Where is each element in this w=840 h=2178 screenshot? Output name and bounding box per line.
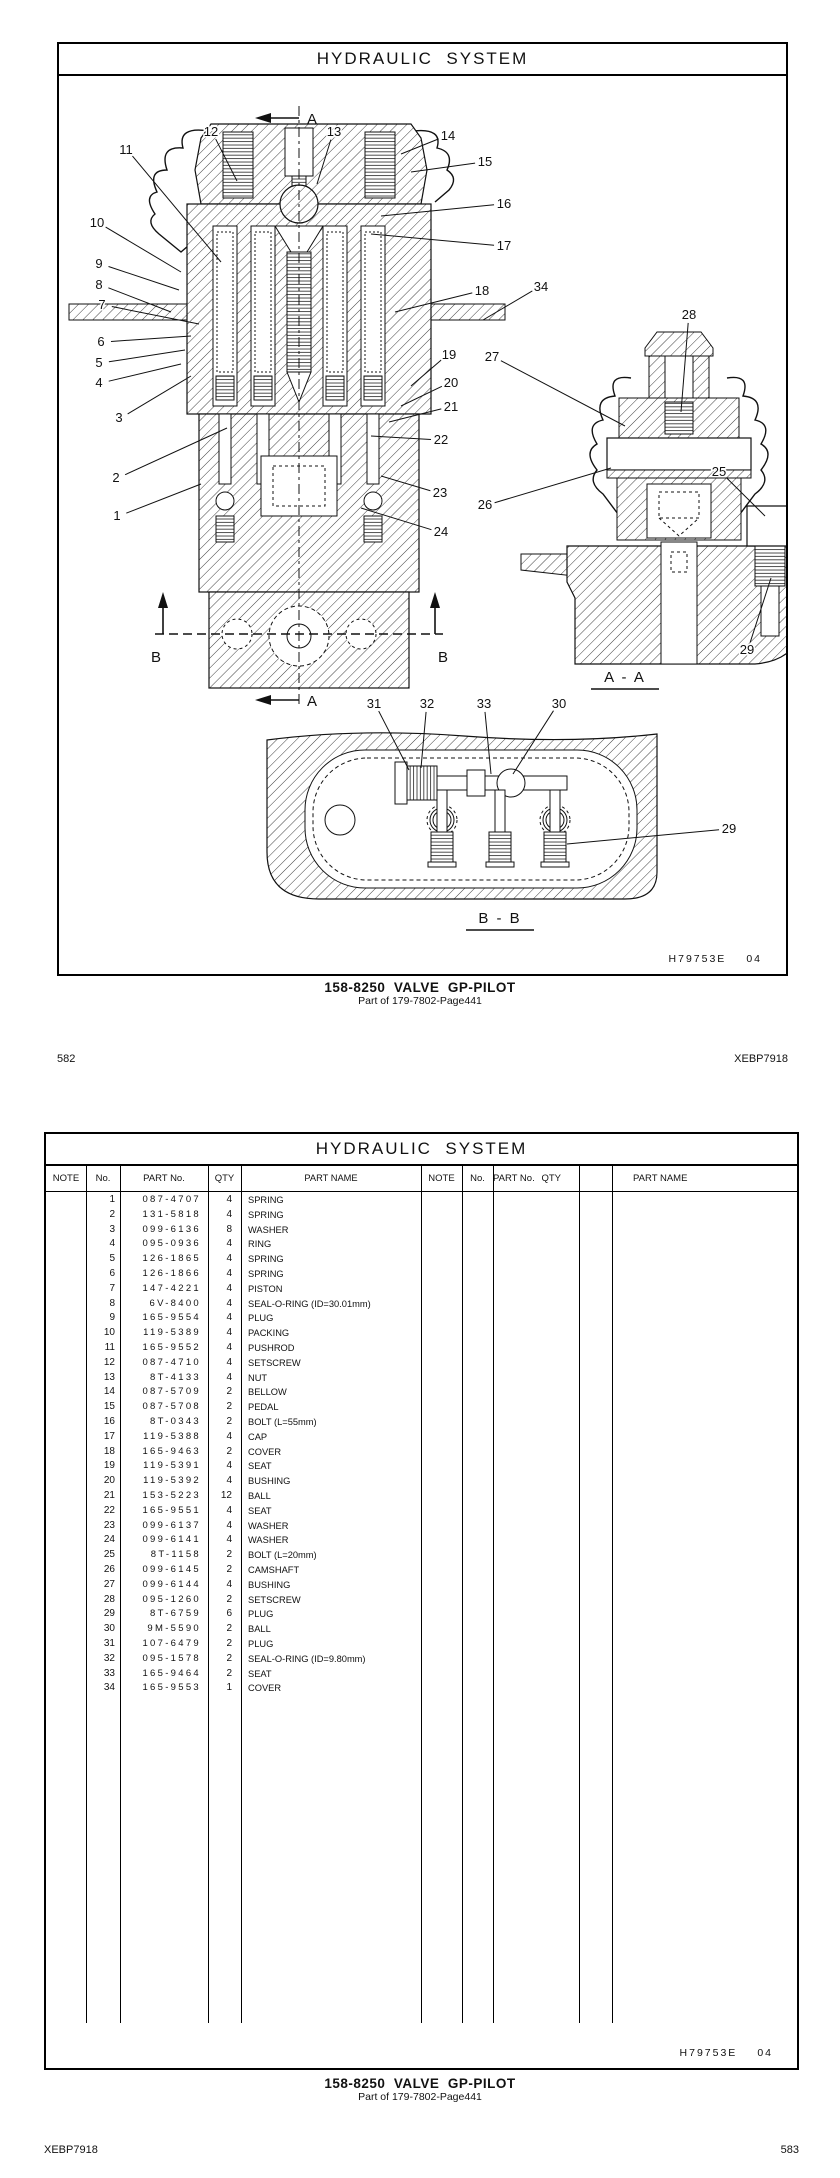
table-rows bbox=[46, 1193, 797, 1696]
valve-diagram bbox=[59, 76, 786, 972]
callout-26: 26 bbox=[477, 497, 493, 512]
header-qty: QTY bbox=[214, 1172, 235, 1184]
table-row: 9 165-9554 4 PLUG bbox=[109, 1312, 274, 1324]
part-group-subtitle: Part of 179-7802-Page441 bbox=[358, 995, 482, 1007]
section-label: B - B bbox=[478, 910, 522, 927]
table-row: 19 119-5391 4 SEAT bbox=[103, 1460, 272, 1472]
header-note: NOTE bbox=[52, 1172, 80, 1184]
table-row: 34 165-9553 1 COVER bbox=[103, 1682, 282, 1694]
table-row: 5 126-1865 4 SPRING bbox=[109, 1253, 284, 1265]
table-row: 15 087-5708 2 PEDAL bbox=[103, 1401, 279, 1413]
callout-6: 6 bbox=[97, 334, 105, 349]
callout-30: 30 bbox=[551, 696, 567, 711]
callout-3: 3 bbox=[115, 410, 123, 425]
callout-22: 22 bbox=[433, 432, 449, 447]
table-row: 28 095-1260 2 SETSCREW bbox=[103, 1593, 301, 1605]
callout-12: 12 bbox=[203, 124, 219, 139]
table-row: 16 8T-0343 2 BOLT (L=55mm) bbox=[103, 1415, 317, 1427]
callout-16: 16 bbox=[496, 196, 512, 211]
table-row: 33 165-9464 2 SEAT bbox=[103, 1667, 272, 1679]
page2-footer bbox=[44, 2144, 799, 2156]
media-number: XEBP7918 bbox=[44, 2144, 98, 2156]
table-row: 11 165-9552 4 PUSHROD bbox=[104, 1341, 295, 1353]
table-row: 23 099-6137 4 WASHER bbox=[103, 1519, 289, 1531]
page1-title: HYDRAULIC SYSTEM bbox=[59, 44, 786, 76]
table-row: 6 126-1866 4 SPRING bbox=[109, 1267, 284, 1279]
media-number: XEBP7918 bbox=[734, 1053, 788, 1065]
view-arrow-label-b: B bbox=[437, 649, 449, 666]
section-bb-view bbox=[267, 733, 657, 899]
view-arrow-label-b: B bbox=[150, 649, 162, 666]
header-qty-2: QTY bbox=[541, 1172, 561, 1184]
callout-23: 23 bbox=[432, 485, 448, 500]
callout-21: 21 bbox=[443, 399, 459, 414]
page2-drawing-code bbox=[680, 2047, 773, 2059]
page1-caption bbox=[0, 980, 840, 1007]
table-row: 18 165-9463 2 COVER bbox=[103, 1445, 282, 1457]
part-group-title: 158-8250 VALVE GP-PILOT bbox=[324, 980, 516, 995]
header-part-name: PART NAME bbox=[304, 1173, 358, 1183]
table-row: 31 107-6479 2 PLUG bbox=[103, 1637, 274, 1649]
part-group-title: 158-8250 VALVE GP-PILOT bbox=[324, 2076, 516, 2091]
section-label: A - A bbox=[604, 669, 646, 686]
callout-20: 20 bbox=[443, 375, 459, 390]
callout-31: 31 bbox=[366, 696, 382, 711]
view-arrow-label-a: A bbox=[306, 111, 318, 128]
callout-5: 5 bbox=[95, 355, 103, 370]
header-no: No. bbox=[95, 1172, 111, 1184]
callout-32: 32 bbox=[419, 696, 435, 711]
table-row: 22 165-9551 4 SEAT bbox=[103, 1504, 272, 1516]
drawing-number: H79753E bbox=[679, 2047, 738, 2059]
table-row: 10 119-5389 4 PACKING bbox=[103, 1327, 290, 1339]
arrow-b-left-icon bbox=[158, 592, 168, 608]
callout-7: 7 bbox=[98, 297, 106, 312]
callout-34: 34 bbox=[533, 279, 549, 294]
table-row: 25 8T-1158 2 BOLT (L=20mm) bbox=[103, 1549, 317, 1561]
bolt-hole bbox=[325, 805, 355, 835]
page2-caption bbox=[0, 2076, 840, 2103]
callout-28: 28 bbox=[681, 307, 697, 322]
view-arrow-label-a: A bbox=[306, 693, 318, 710]
callout-24: 24 bbox=[433, 524, 449, 539]
header-note-2: NOTE bbox=[428, 1172, 455, 1184]
callout-33: 33 bbox=[476, 696, 492, 711]
table-row: 21 153-5223 12 BALL bbox=[103, 1489, 271, 1501]
arrow-b-right-icon bbox=[430, 592, 440, 608]
table-row: 2 131-5818 4 SPRING bbox=[109, 1208, 284, 1220]
header-part-no: PART No. bbox=[143, 1172, 185, 1184]
callout-8: 8 bbox=[95, 277, 103, 292]
header-no-2: No. bbox=[470, 1172, 485, 1184]
callout-18: 18 bbox=[474, 283, 490, 298]
table-row: 8 6V-8400 4 SEAL-O-RING (ID=30.01mm) bbox=[109, 1297, 371, 1309]
header-part-name-2: PART NAME bbox=[633, 1172, 688, 1184]
drawing-number: H79753E bbox=[668, 953, 727, 965]
arrow-a-top-icon bbox=[255, 113, 271, 123]
parts-table bbox=[46, 1165, 797, 2068]
bolt-left bbox=[223, 132, 253, 198]
table-row: 7 147-4221 4 PISTON bbox=[109, 1282, 283, 1294]
table-row: 14 087-5709 2 BELLOW bbox=[103, 1386, 287, 1398]
callout-1: 1 bbox=[113, 508, 121, 523]
table-row: 27 099-6144 4 BUSHING bbox=[103, 1578, 291, 1590]
drawing-revision: 04 bbox=[746, 953, 762, 965]
page2-title: HYDRAULIC SYSTEM bbox=[46, 1134, 797, 1166]
header-part-no-2: PART No. bbox=[493, 1172, 535, 1184]
table-row: 3 099-6136 8 WASHER bbox=[109, 1223, 289, 1235]
callout-29: 29 bbox=[721, 821, 737, 836]
plug-25 bbox=[747, 506, 786, 546]
callout-4: 4 bbox=[95, 375, 103, 390]
callout-29: 29 bbox=[739, 642, 755, 657]
page-number: 583 bbox=[780, 2144, 799, 2156]
part-group-subtitle: Part of 179-7802-Page441 bbox=[358, 2091, 482, 2103]
callout-9: 9 bbox=[95, 256, 103, 271]
callout-17: 17 bbox=[496, 238, 512, 253]
callout-27: 27 bbox=[484, 349, 500, 364]
page-number: 582 bbox=[57, 1053, 76, 1065]
table-row: 17 119-5388 4 CAP bbox=[103, 1430, 268, 1442]
bolt-right bbox=[365, 132, 395, 198]
callout-25: 25 bbox=[711, 464, 727, 479]
table-row: 24 099-6141 4 WASHER bbox=[103, 1534, 289, 1546]
table-row: 20 119-5392 4 BUSHING bbox=[103, 1475, 291, 1487]
callout-15: 15 bbox=[477, 154, 493, 169]
table-row: 32 095-1578 2 SEAL-O-RING (ID=9.80mm) bbox=[103, 1652, 366, 1664]
table-row: 4 095-0936 4 RING bbox=[109, 1238, 272, 1250]
page2-frame bbox=[44, 1132, 799, 2070]
arrow-a-bottom-icon bbox=[255, 695, 271, 705]
table-row: 26 099-6145 2 CAMSHAFT bbox=[103, 1563, 300, 1575]
table-row: 1 087-4707 4 SPRING bbox=[109, 1194, 284, 1205]
page1-footer bbox=[57, 1053, 788, 1065]
callout-10: 10 bbox=[89, 215, 105, 230]
table-row: 13 8T-4133 4 NUT bbox=[103, 1371, 268, 1383]
callout-2: 2 bbox=[112, 470, 120, 485]
page1-drawing-code bbox=[669, 953, 762, 965]
callout-13: 13 bbox=[326, 124, 342, 139]
callout-14: 14 bbox=[440, 128, 456, 143]
drawing-revision: 04 bbox=[757, 2047, 773, 2059]
plug-threads bbox=[407, 766, 437, 800]
setscrew-threads bbox=[665, 402, 693, 434]
callout-11: 11 bbox=[119, 142, 133, 157]
table-header bbox=[46, 1165, 797, 1192]
table-row: 30 9M-5590 2 BALL bbox=[103, 1623, 271, 1635]
main-section-view bbox=[69, 106, 505, 708]
callout-19: 19 bbox=[441, 347, 457, 362]
table-row: 29 8T-6759 6 PLUG bbox=[103, 1608, 274, 1620]
page1-frame bbox=[57, 42, 788, 976]
table-row: 12 087-4710 4 SETSCREW bbox=[103, 1356, 301, 1368]
